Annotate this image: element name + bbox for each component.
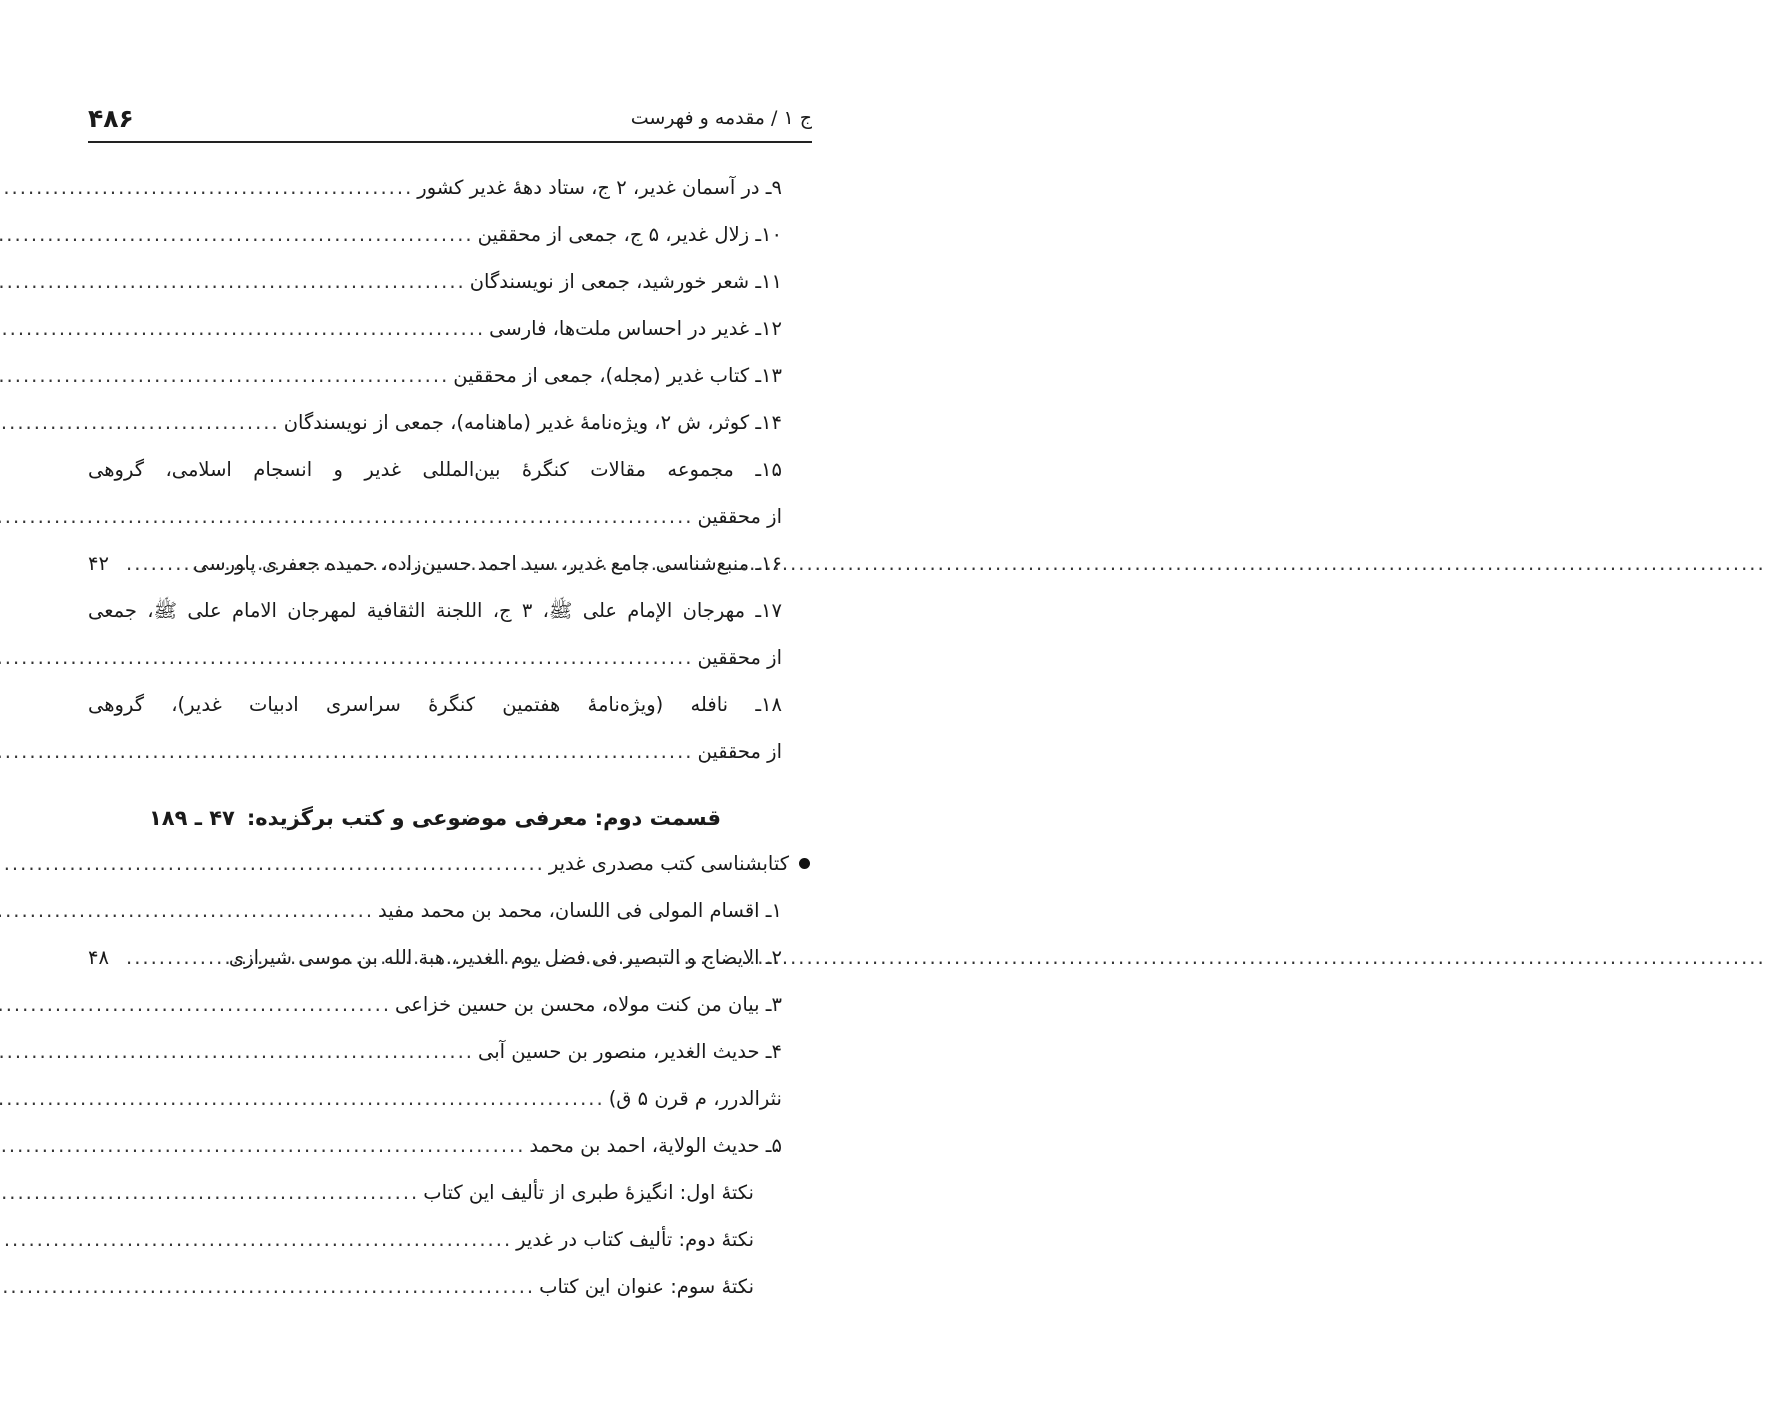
page-number: ۴۸۶	[88, 103, 134, 133]
leader-dots	[0, 1040, 478, 1063]
leader-dots	[0, 740, 697, 763]
toc-entry	[88, 840, 810, 887]
leader-dots	[0, 1134, 529, 1157]
leader-dots	[0, 1275, 539, 1298]
leader-dots	[0, 993, 395, 1016]
toc-entry	[88, 540, 782, 587]
toc-entry-title-line1: ۱۵ـ مجموعه مقالات کنگرۀ بین‌المللی غدیر و انسجام اسلامی، گروهی	[88, 458, 782, 481]
toc-entry-title: ۳ـ بیان من کنت مولاه، محسن بن حسین خزاعی	[395, 993, 782, 1016]
leader-dots	[0, 1228, 516, 1251]
leader-dots	[0, 411, 284, 434]
toc-entry-title: ۱۲ـ غدیر در احساس ملت‌ها، فارسی	[489, 317, 782, 340]
toc-entry	[88, 1122, 782, 1169]
toc-entry-title: ۹ـ در آسمان غدیر، ۲ ج، ستاد دهۀ غدیر کشور	[417, 176, 782, 199]
toc-entry-title: از محققین	[697, 505, 782, 528]
bullet-icon	[799, 858, 810, 869]
toc-subentry	[88, 1263, 782, 1310]
toc-entry-title: ۱۶ـ منبع‌شناسی جامع غدیر، سید احمد حسین‌زاده، حمیده جعفری پاورسی	[193, 552, 782, 575]
leader-dots	[0, 1181, 423, 1204]
toc-entry-title: نکتۀ دوم: تألیف کتاب در غدیر	[516, 1228, 754, 1251]
toc-entry-title: ۱۴ـ کوثر، ش ۲، ویژه‌نامۀ غدیر (ماهنامه)، جمعی از نویسندگان	[283, 411, 782, 434]
toc-entry-title-line1: ۱۸ـ نافله (ویژه‌نامۀ هفتمین کنگرۀ سراسری ادبیات غدیر)، گروهی	[88, 693, 782, 716]
toc-entry-title: ۱ـ اقسام المولی فی اللسان، محمد بن محمد مفید	[378, 899, 782, 922]
leader-dots	[0, 176, 417, 199]
page-header	[88, 96, 812, 140]
toc-entry	[88, 211, 782, 258]
leader-dots	[0, 899, 378, 922]
toc-entry-title: از محققین	[697, 740, 782, 763]
toc-entry-title: نکتۀ سوم: عنوان این کتاب	[539, 1275, 754, 1298]
toc-entry	[88, 1028, 782, 1075]
leader-dots	[0, 1087, 609, 1110]
section-heading-title: قسمت دوم: معرفی موضوعی و کتب برگزیده:	[246, 806, 722, 830]
toc-entry-title: نکتۀ اول: انگیزۀ طبری از تألیف این کتاب	[423, 1181, 754, 1204]
leader-dots	[122, 946, 229, 969]
toc-entry	[88, 634, 782, 681]
leader-dots	[0, 852, 549, 875]
leader-dots	[0, 270, 470, 293]
toc-entry	[88, 258, 782, 305]
running-title: ج ۱ / مقدمه و فهرست	[630, 107, 812, 129]
toc-entry	[88, 934, 782, 981]
toc-entry-title: نثرالدرر، م قرن ۵ ق)	[608, 1087, 782, 1110]
toc-entry-page: ۴۸	[88, 946, 109, 969]
toc-entry	[88, 1075, 782, 1122]
leader-dots	[0, 364, 453, 387]
toc-entry	[88, 399, 782, 446]
leader-dots	[0, 317, 489, 340]
section-heading	[88, 796, 782, 840]
toc-entry	[88, 305, 782, 352]
leader-dots	[122, 552, 193, 575]
header-rule	[88, 141, 812, 143]
toc-entry-title: کتابشناسی کتب مصدری غدیر	[548, 852, 789, 875]
leader-dots	[0, 505, 697, 528]
toc-entry	[88, 352, 782, 399]
toc-entry-title: ۱۰ـ زلال غدیر، ۵ ج، جمعی از محققین	[477, 223, 782, 246]
toc-entry-title: ۱۳ـ کتاب غدیر (مجله)، جمعی از محققین	[453, 364, 782, 387]
leader-dots	[0, 223, 478, 246]
toc-entry-page: ۴۲	[88, 552, 109, 575]
toc-entry	[88, 981, 782, 1028]
toc-subentry	[88, 1216, 782, 1263]
toc-entry	[88, 493, 782, 540]
toc-entry	[88, 728, 782, 775]
leader-dots	[0, 646, 697, 669]
toc-entry	[88, 164, 782, 211]
toc-entry-title: از محققین	[697, 646, 782, 669]
toc-entry-title: ۲ـ الایضاح و التبصیر فی فضل یوم الغدیر، هبة الله بن موسی شیرازی	[228, 946, 782, 969]
toc-part-2	[88, 840, 789, 1310]
toc-entry-title: ۵ـ حدیث الولایة، احمد بن محمد	[529, 1134, 782, 1157]
section-heading-range: ۴۷ ـ ۱۸۹	[148, 806, 235, 830]
toc-subentry	[88, 1169, 782, 1216]
toc-entry	[88, 887, 782, 934]
toc-entry-title: ۴ـ حدیث الغدیر، منصور بن حسین آبی	[477, 1040, 782, 1063]
toc-entry-title-line1: ۱۷ـ مهرجان الإمام علی ﷺ، ۳ ج، اللجنة الثقافیة لمهرجان الامام علی ﷺ، جمعی	[88, 599, 782, 622]
toc-part-1	[88, 164, 782, 775]
toc-entry-title: ۱۱ـ شعر خورشید، جمعی از نویسندگان	[469, 270, 782, 293]
